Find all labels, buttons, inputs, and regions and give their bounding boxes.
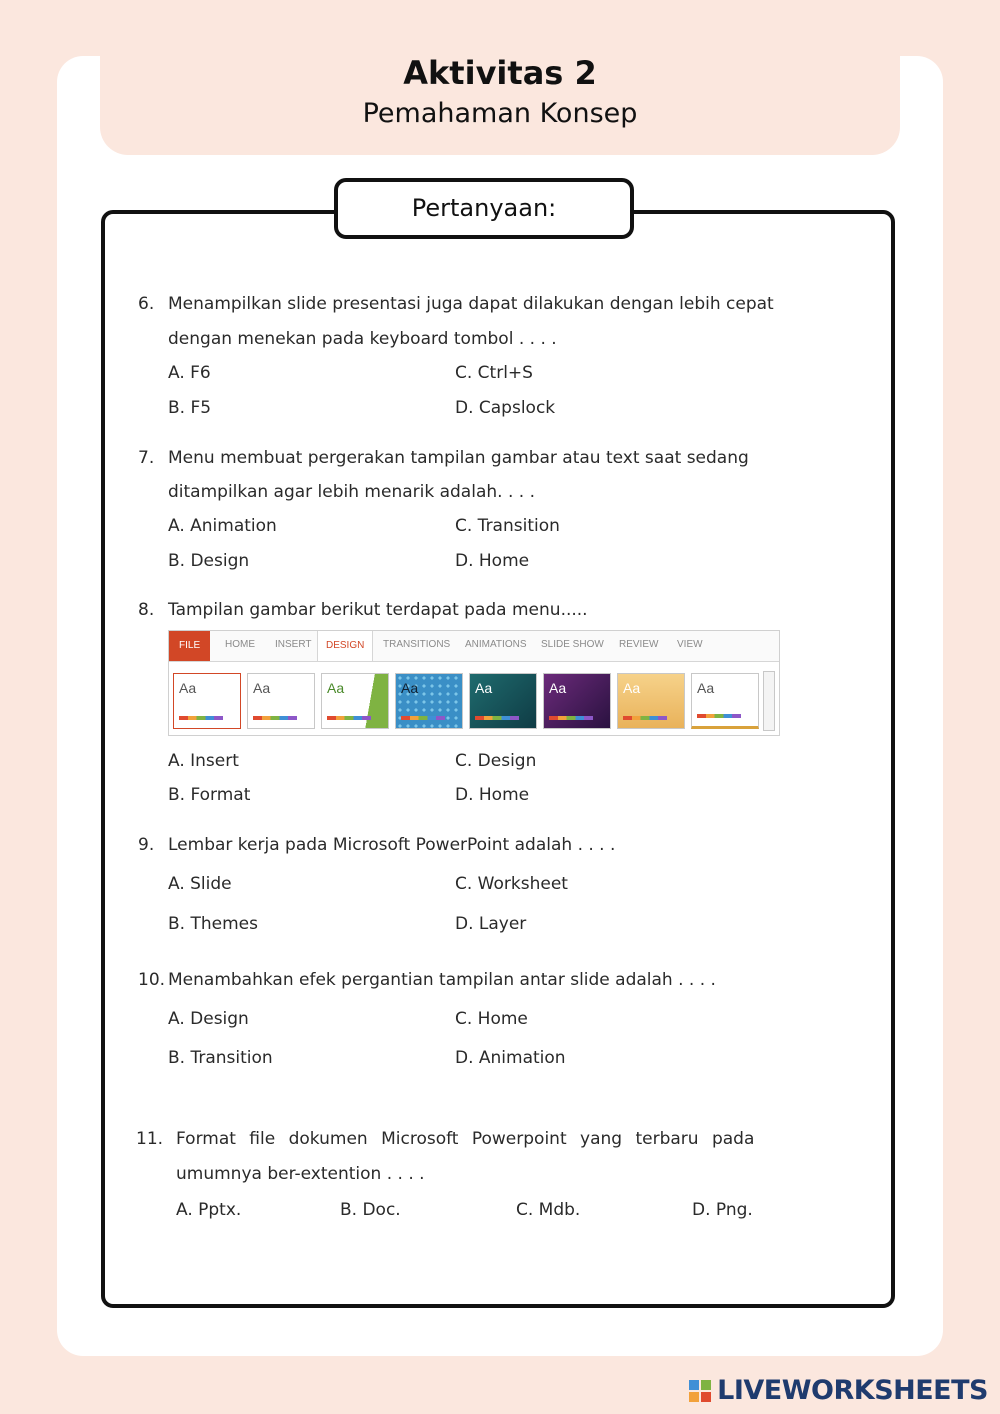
- option-b[interactable]: B. F5: [168, 398, 212, 418]
- question-text: Tampilan gambar berikut terdapat pada menu.....: [168, 600, 588, 620]
- option-a[interactable]: A. Animation: [168, 516, 277, 536]
- page-subtitle: Pemahaman Konsep: [362, 98, 638, 129]
- theme-thumbnail: Aa: [691, 673, 759, 729]
- question-text: Menampilkan slide presentasi juga dapat dilakukan dengan lebih cepat: [168, 294, 774, 314]
- option-b[interactable]: B. Format: [168, 785, 251, 805]
- option-a[interactable]: A. Slide: [168, 874, 232, 894]
- option-b[interactable]: B. Design: [168, 551, 250, 571]
- option-d[interactable]: D. Png.: [692, 1200, 753, 1220]
- question-text: Format file dokumen Microsoft Powerpoint yang terbaru pada: [176, 1129, 755, 1149]
- question-text: Lembar kerja pada Microsoft PowerPoint adalah . . . .: [168, 835, 616, 855]
- questions-label: Pertanyaan:: [334, 178, 634, 239]
- option-b[interactable]: B. Transition: [168, 1048, 273, 1068]
- option-a[interactable]: A. Pptx.: [176, 1200, 242, 1220]
- theme-thumbnail: Aa: [469, 673, 537, 729]
- question-text: dengan menekan pada keyboard tombol . . . .: [168, 329, 557, 349]
- ribbon-tab-slideshow: SLIDE SHOW: [541, 639, 604, 650]
- option-c[interactable]: C. Design: [455, 751, 537, 771]
- ribbon-tab-view: VIEW: [677, 639, 703, 650]
- ribbon-tab-file: FILE: [169, 631, 210, 661]
- question-text: Menambahkan efek pergantian tampilan antar slide adalah . . . .: [168, 970, 716, 990]
- ribbon-tab-design: DESIGN: [317, 631, 373, 661]
- ribbon-tab-animations: ANIMATIONS: [465, 639, 527, 650]
- ribbon-tab-insert: INSERT: [275, 639, 312, 650]
- question-number: 11.: [136, 1129, 164, 1149]
- option-c[interactable]: C. Ctrl+S: [455, 363, 533, 383]
- theme-thumbnail: Aa: [617, 673, 685, 729]
- option-d[interactable]: D. Home: [455, 551, 530, 571]
- option-b[interactable]: B. Doc.: [340, 1200, 401, 1220]
- header-banner: [100, 40, 900, 155]
- option-d[interactable]: D. Layer: [455, 914, 527, 934]
- option-a[interactable]: A. Design: [168, 1009, 249, 1029]
- question-text: Menu membuat pergerakan tampilan gambar atau text saat sedang: [168, 448, 749, 468]
- option-c[interactable]: C. Mdb.: [516, 1200, 581, 1220]
- ribbon-screenshot: [168, 630, 780, 736]
- option-a[interactable]: A. Insert: [168, 751, 239, 771]
- question-number: 9.: [138, 835, 155, 855]
- option-d[interactable]: D. Animation: [455, 1048, 566, 1068]
- question-number: 7.: [138, 448, 155, 468]
- theme-thumbnail: Aa: [395, 673, 463, 729]
- theme-thumbnail: Aa: [247, 673, 315, 729]
- logo-text: LIVEWORKSHEETS: [717, 1375, 988, 1406]
- page-title: Aktivitas 2: [403, 54, 597, 92]
- option-a[interactable]: A. F6: [168, 363, 211, 383]
- option-c[interactable]: C. Transition: [455, 516, 560, 536]
- question-number: 8.: [138, 600, 155, 620]
- ribbon-tab-review: REVIEW: [619, 639, 659, 650]
- question-number: 6.: [138, 294, 155, 314]
- theme-thumbnail: Aa: [321, 673, 389, 729]
- option-d[interactable]: D. Capslock: [455, 398, 556, 418]
- ribbon-tab-home: HOME: [225, 639, 255, 650]
- theme-thumbnail: Aa: [173, 673, 241, 729]
- option-b[interactable]: B. Themes: [168, 914, 258, 934]
- option-c[interactable]: C. Worksheet: [455, 874, 568, 894]
- liveworksheets-logo: [717, 1375, 988, 1407]
- gallery-scrollbar: [763, 671, 775, 731]
- option-c[interactable]: C. Home: [455, 1009, 528, 1029]
- question-text: umumnya ber-extention . . . .: [176, 1164, 425, 1184]
- option-d[interactable]: D. Home: [455, 785, 530, 805]
- theme-thumbnail: Aa: [543, 673, 611, 729]
- question-number: 10.: [138, 970, 166, 990]
- question-text: ditampilkan agar lebih menarik adalah. . . .: [168, 482, 535, 502]
- ribbon-tab-transitions: TRANSITIONS: [383, 639, 451, 650]
- liveworksheets-icon: [689, 1380, 711, 1402]
- ribbon-tabs: [169, 631, 779, 662]
